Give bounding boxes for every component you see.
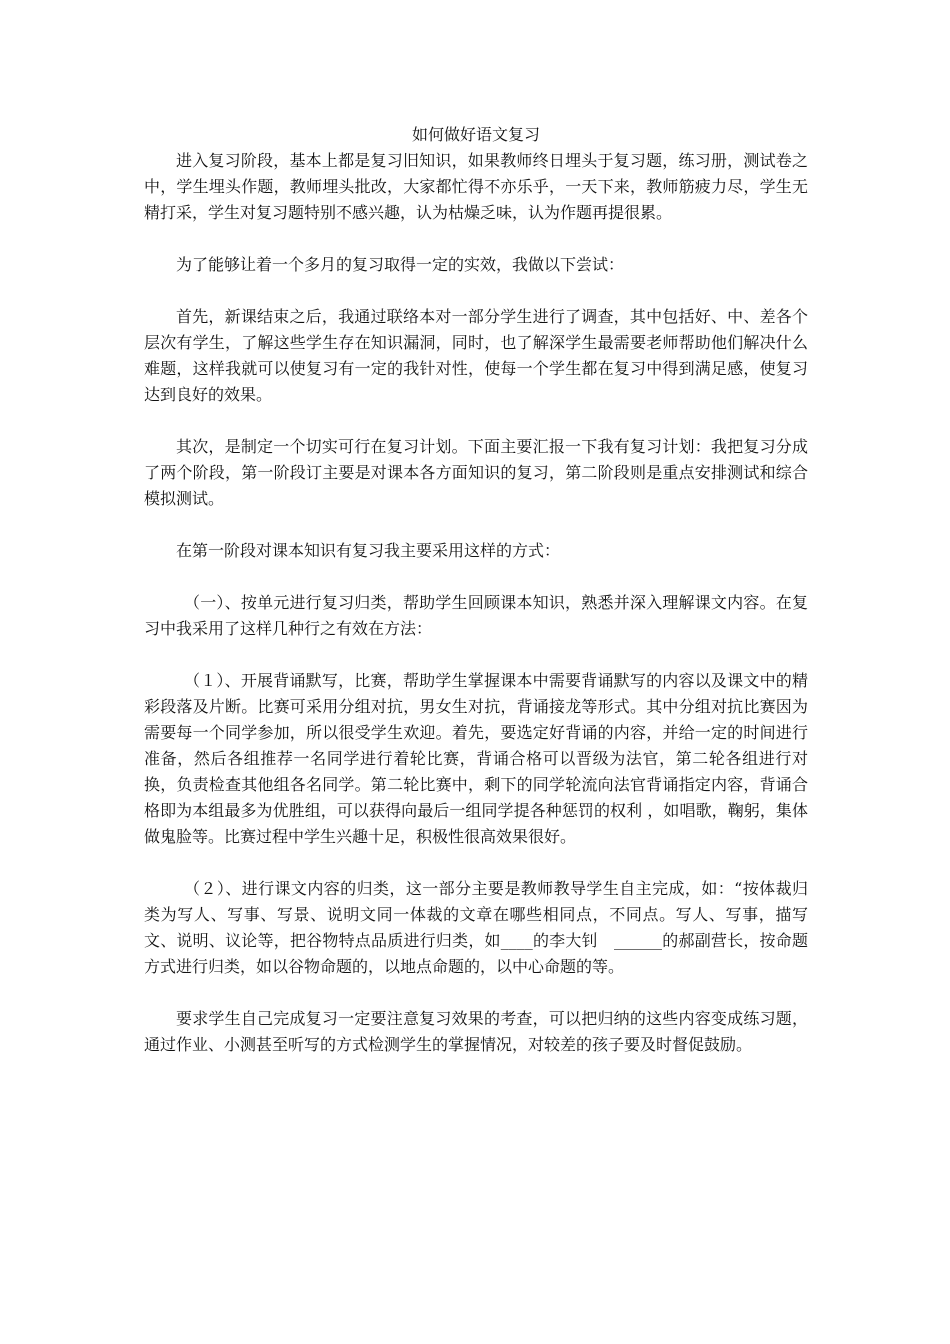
paragraph-intro: 进入复习阶段，基本上都是复习旧知识，如果教师终日埋头于复习题，练习册，测试卷之中，学生埋头作题，教师埋头批改，大家都忙得不亦乐乎，一天下来，教师筋疲力尽，学生无精打采，学生对复习题特别不感兴趣，认为枯燥乏味，认为作题再提很累。 [144,151,808,222]
paragraph-first: 首先，新课结束之后，我通过联络本对一部分学生进行了调查，其中包括好、中、差各个层次有学生，了解这些学生存在知识漏洞，同时，也了解深学生最需要老师帮助他们解决什么难题，这样我就可以使复习有一定的我针对性，使每一个学生都在复习中得到满足感，使复习达到良好的效果。 [144,307,808,404]
paragraph-section-one: （一）、按单元进行复习归类，帮助学生回顾课本知识，熟悉并深入理解课文内容。在复习中我采用了这样几种行之有效在方法： [144,593,808,638]
paragraph-item-two: （２）、进行课文内容的归类，这一部分主要是教师教导学生自主完成，如：“按体裁归类为写人、写事、写景、说明文同一体裁的文章在哪些相同点，不同点。写人、写事，描写文、说明、议论等，把谷物特点品质进行归类，如____的李大钊 ______的郝副营长，按命题方式进行归类，如以谷物命题的，以地点命题的，以中心命题的等。 [144,879,808,976]
paragraph-conclusion: 要求学生自己完成复习一定要注意复习效果的考查，可以把归纳的这些内容变成练习题，通过作业、小测甚至听写的方式检测学生的掌握情况，对较差的孩子要及时督促鼓励。 [144,1009,808,1054]
paragraph-second: 其次，是制定一个切实可行在复习计划。下面主要汇报一下我有复习计划：我把复习分成了两个阶段，第一阶段订主要是对课本各方面知识的复习，第二阶段则是重点安排测试和综合模拟测试。 [144,437,808,508]
document-title: 如何做好语文复习 [411,125,540,144]
paragraph-stage-one: 在第一阶段对课本知识有复习我主要采用这样的方式： [176,541,561,560]
document-page [144,122,808,1058]
paragraph-attempt: 为了能够让着一个多月的复习取得一定的实效，我做以下尝试： [176,255,625,274]
paragraph-item-one: （１）、开展背诵默写，比赛，帮助学生掌握课本中需要背诵默写的内容以及课文中的精彩段落及片断。比赛可采用分组对抗，男女生对抗，背诵接龙等形式。其中分组对抗比赛因为需要每一个同学参加，所以很受学生欢迎。着先，要选定好背诵的内容，并给一定的时间进行准备，然后各组推荐一名同学进行着轮比赛，背诵合格可以晋级为法官，第二轮各组进行对换，负责检查其他组各名同学。第二轮比赛中，剩下的同学轮流向法官背诵指定内容，背诵合格即为本组最多为优胜组，可以获得向最后一组同学提各种惩罚的权利 ，如唱歌，鞠躬，集体做鬼脸等。比赛过程中学生兴趣十足，积极性很高效果很好。 [144,671,808,846]
